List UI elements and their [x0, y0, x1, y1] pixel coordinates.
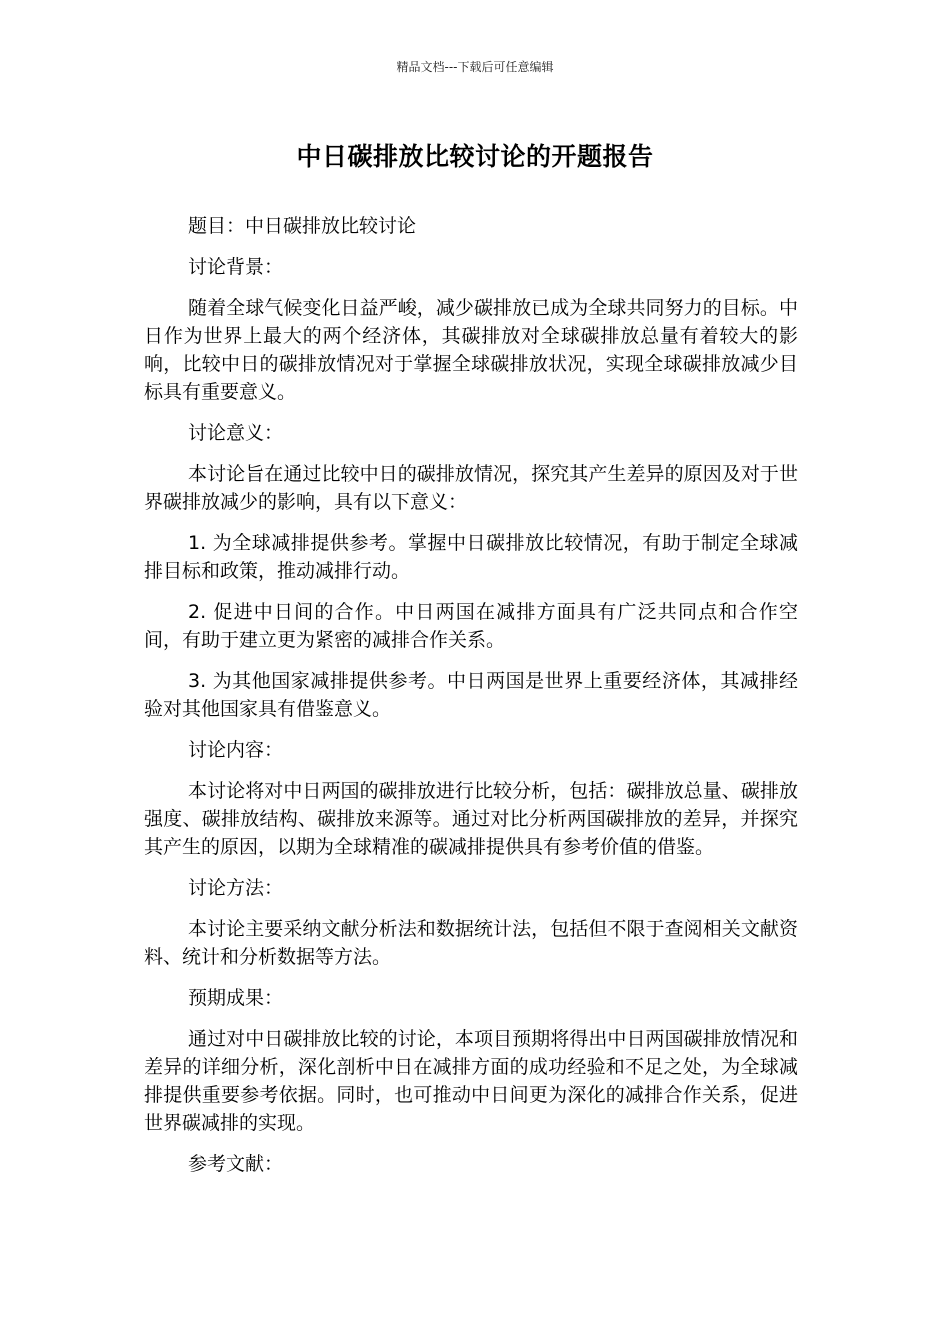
list-item-2: 2. 促进中日间的合作。中日两国在减排方面具有广泛共同点和合作空间，有助于建立更为紧密的减排合作关系。	[144, 601, 798, 651]
paragraph-content: 本讨论将对中日两国的碳排放进行比较分析，包括：碳排放总量、碳排放强度、碳排放结构、碳排放来源等。通过对比分析两国碳排放的差异，并探究其产生的原因，以期为全球精准的碳减排提供具有参考价值的借鉴。	[144, 780, 798, 858]
list-item-1: 1. 为全球减排提供参考。掌握中日碳排放比较情况，有助于制定全球减排目标和政策，推动减排行动。	[144, 532, 798, 582]
paragraph-topic: 题目：中日碳排放比较讨论	[188, 215, 417, 237]
header-note: 精品文档---下载后可任意编辑	[396, 60, 554, 74]
heading-references: 参考文献：	[188, 1153, 284, 1175]
document-body	[144, 212, 798, 1191]
heading-expected-results: 预期成果：	[188, 987, 284, 1009]
heading-method: 讨论方法：	[188, 877, 284, 899]
heading-content: 讨论内容：	[188, 739, 284, 761]
paragraph-background: 随着全球气候变化日益严峻，减少碳排放已成为全球共同努力的目标。中日作为世界上最大的两个经济体，其碳排放对全球碳排放总量有着较大的影响，比较中日的碳排放情况对于掌握全球碳排放状况，实现全球碳排放减少目标具有重要意义。	[144, 297, 798, 403]
heading-background: 讨论背景：	[188, 256, 284, 278]
paragraph-method: 本讨论主要采纳文献分析法和数据统计法，包括但不限于查阅相关文献资料、统计和分析数据等方法。	[144, 918, 798, 968]
heading-significance: 讨论意义：	[188, 422, 284, 444]
document-title: 中日碳排放比较讨论的开题报告	[296, 142, 654, 171]
list-item-3: 3. 为其他国家减排提供参考。中日两国是世界上重要经济体，其减排经验对其他国家具有借鉴意义。	[144, 670, 798, 720]
paragraph-expected-results: 通过对中日碳排放比较的讨论，本项目预期将得出中日两国碳排放情况和差异的详细分析，深化剖析中日在减排方面的成功经验和不足之处，为全球减排提供重要参考依据。同时，也可推动中日间更为深化的减排合作关系，促进世界碳减排的实现。	[144, 1028, 798, 1134]
paragraph-significance: 本讨论旨在通过比较中日的碳排放情况，探究其产生差异的原因及对于世界碳排放减少的影响，具有以下意义：	[144, 463, 798, 513]
